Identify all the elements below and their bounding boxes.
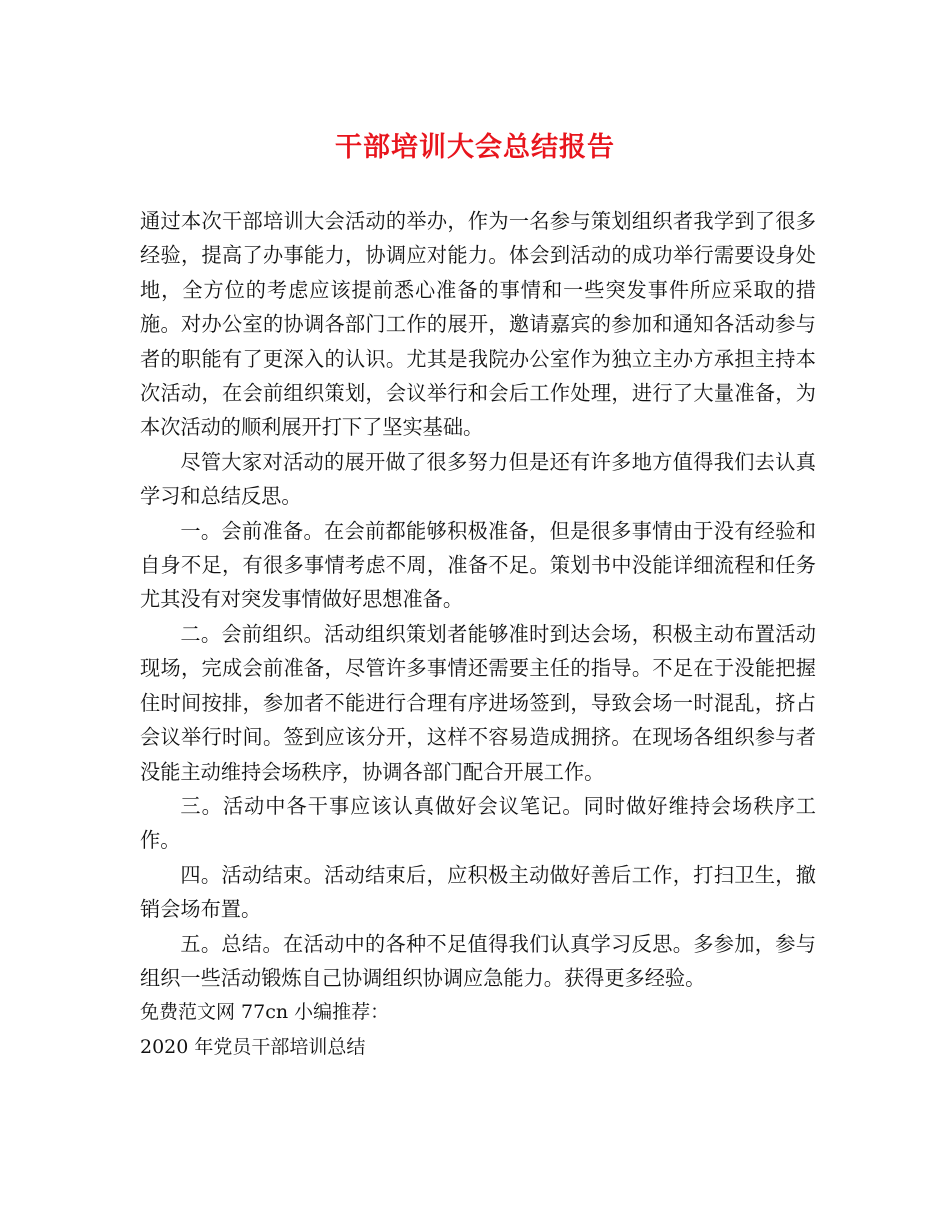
paragraph-point-4: 四。活动结束。活动结束后，应积极主动做好善后工作，打扫卫生，撤销会场布置。: [140, 862, 816, 922]
recommend-link[interactable]: 2020 年党员干部培训总结: [140, 1035, 366, 1058]
paragraph-point-5: 五。总结。在活动中的各种不足值得我们认真学习反思。多参加，参与组织一些活动锻炼自己协调组织协调应急能力。获得更多经验。: [140, 931, 816, 990]
paragraph-point-2: 二。会前组织。活动组织策划者能够准时到达会场，积极主动布置活动现场，完成会前准备，尽管许多事情还需要主任的指导。不足在于没能把握住时间按排，参加者不能进行合理有序进场签到，导致会场一时混乱，挤占会议举行时间。签到应该分开，这样不容易造成拥挤。在现场各组织参与者没能主动维持会场秩序，协调各部门配合开展工作。: [140, 621, 816, 784]
paragraph-point-1: 一。会前准备。在会前都能够积极准备，但是很多事情由于没有经验和自身不足，有很多事情考虑不周，准备不足。策划书中没能详细流程和任务尤其没有对突发事情做好思想准备。: [140, 518, 816, 612]
paragraph-point-3: 三。活动中各干事应该认真做好会议笔记。同时做好维持会场秩序工作。: [140, 793, 816, 853]
recommend-label: 免费范文网 77cn 小编推荐：: [140, 1001, 390, 1024]
document-body: [140, 204, 816, 1064]
paragraph-intro: 通过本次干部培训大会活动的举办，作为一名参与策划组织者我学到了很多经验，提高了办事能力，协调应对能力。体会到活动的成功举行需要设身处地，全方位的考虑应该提前悉心准备的事情和一些突发事件所应采取的措施。对办公室的协调各部门工作的展开，邀请嘉宾的参加和通知各活动参与者的职能有了更深入的认识。尤其是我院办公室作为独立主办方承担主持本次活动，在会前组织策划，会议举行和会后工作处理，进行了大量准备，为本次活动的顺利展开打下了坚实基础。: [140, 209, 816, 440]
document-title: 干部培训大会总结报告: [335, 132, 615, 163]
paragraph-reflection: 尽管大家对活动的展开做了很多努力但是还有许多地方值得我们去认真学习和总结反思。: [140, 449, 816, 509]
